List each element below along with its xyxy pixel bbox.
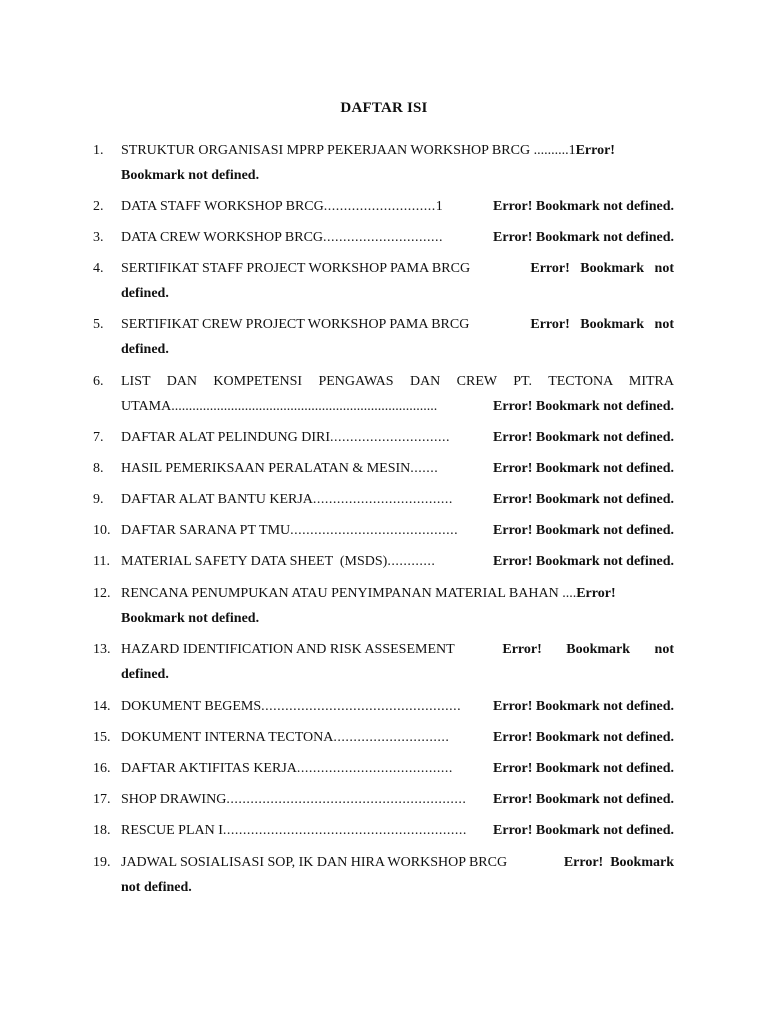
entry-error: Error! Bookmark not defined. xyxy=(493,523,674,538)
entry-error: Error! Bookmark not defined. xyxy=(493,199,674,214)
entry-error: Error! Bookmark not xyxy=(502,642,674,657)
entry-number: 15. xyxy=(93,730,111,745)
entry-error: Error! Bookmark not defined. xyxy=(493,823,674,838)
entry-text-block xyxy=(121,581,674,631)
entry-text: SHOP DRAWING xyxy=(121,792,227,807)
entry-number: 6. xyxy=(93,374,104,389)
entry-line xyxy=(121,818,674,843)
entry-error: Error! Bookmark not defined. xyxy=(493,730,674,745)
entry-number: 9. xyxy=(93,492,104,507)
entry-line xyxy=(121,225,674,250)
entry-text: HASIL PEMERIKSAAN PERALATAN & MESIN xyxy=(121,461,411,476)
entry-error-continued: defined. xyxy=(121,342,169,357)
entry-line xyxy=(121,756,674,781)
entry-line xyxy=(121,425,674,450)
entry-text-block xyxy=(121,138,674,188)
entry-number: 2. xyxy=(93,199,104,214)
entry-number: 16. xyxy=(93,761,111,776)
entry-leader: ............................1 xyxy=(323,199,444,214)
entry-line xyxy=(121,725,674,750)
entry-error: Error! Bookmark xyxy=(563,855,674,870)
entry-leader: ....... xyxy=(410,461,439,476)
entry-error: Error! Bookmark not xyxy=(530,261,674,276)
entry-text: DAFTAR ALAT PELINDUNG DIRI xyxy=(121,430,331,445)
entry-text: LIST DAN KOMPETENSI PENGAWAS DAN CREW PT. TECTONA MITRA xyxy=(121,374,674,389)
entry-error-continued: defined. xyxy=(121,667,169,682)
entry-line xyxy=(121,487,674,512)
entry-line xyxy=(121,456,674,481)
entry-number: 13. xyxy=(93,642,111,657)
entry-text-block xyxy=(121,312,674,362)
entry-line xyxy=(121,787,674,812)
entry-error: Error! Bookmark not defined. xyxy=(493,399,674,414)
entry-text: STRUKTUR ORGANISASI MPRP PEKERJAAN WORKSHOP BRCG xyxy=(121,143,531,158)
entry-error: Error! xyxy=(576,586,616,601)
entry-text-block xyxy=(121,637,674,687)
entry-line xyxy=(121,549,674,574)
entry-line xyxy=(121,694,674,719)
entry-number: 12. xyxy=(93,586,111,601)
entry-number: 18. xyxy=(93,823,111,838)
entry-error-continued: Bookmark not defined. xyxy=(121,168,260,183)
entry-number: 5. xyxy=(93,317,104,332)
entry-error: Error! Bookmark not defined. xyxy=(493,461,674,476)
entry-text: RESCUE PLAN I xyxy=(121,823,223,838)
entry-leader: .............................. xyxy=(330,430,451,445)
entry-text-block xyxy=(121,256,674,306)
entry-text: SERTIFIKAT STAFF PROJECT WORKSHOP PAMA BRCG xyxy=(121,261,471,276)
entry-text-continued: UTAMA xyxy=(121,399,172,414)
entry-number: 17. xyxy=(93,792,111,807)
entry-text: DOKUMENT INTERNA TECTONA xyxy=(121,730,334,745)
entry-text: SERTIFIKAT CREW PROJECT WORKSHOP PAMA BRCG xyxy=(121,317,470,332)
entry-number: 19. xyxy=(93,855,111,870)
entry-error: Error! Bookmark not defined. xyxy=(493,699,674,714)
entry-text-block xyxy=(121,369,674,419)
entry-error: Error! Bookmark not defined. xyxy=(493,430,674,445)
entry-leader: ............................................................................ xyxy=(171,399,438,414)
entry-error: Error! Bookmark not defined. xyxy=(493,792,674,807)
entry-text: DAFTAR AKTIFITAS KERJA xyxy=(121,761,297,776)
entry-text: RENCANA PENUMPUKAN ATAU PENYIMPANAN MATERIAL BAHAN .... xyxy=(121,586,577,601)
entry-text: HAZARD IDENTIFICATION AND RISK ASSESEMENT xyxy=(121,642,455,657)
entry-text: DATA STAFF WORKSHOP BRCG xyxy=(121,199,324,214)
entry-number: 11. xyxy=(93,554,110,569)
entry-leader: .................................................. xyxy=(261,699,462,714)
entry-text: DAFTAR SARANA PT TMU xyxy=(121,523,291,538)
entry-error: Error! Bookmark not defined. xyxy=(493,554,674,569)
entry-leader: ................................... xyxy=(312,492,453,507)
entry-number: 7. xyxy=(93,430,104,445)
entry-error: Error! Bookmark not defined. xyxy=(493,492,674,507)
entry-text: MATERIAL SAFETY DATA SHEET (MSDS) xyxy=(121,554,388,569)
page-title: DAFTAR ISI xyxy=(340,100,428,116)
entry-text: DATA CREW WORKSHOP BRCG xyxy=(121,230,324,245)
entry-error-continued: defined. xyxy=(121,286,169,301)
entry-error: Error! Bookmark not xyxy=(530,317,674,332)
entry-text-block xyxy=(121,850,674,900)
entry-line xyxy=(121,194,674,219)
entry-leader: ............................................................ xyxy=(226,792,467,807)
entry-number: 14. xyxy=(93,699,111,714)
entry-leader: ............................. xyxy=(333,730,450,745)
entry-error-continued: not defined. xyxy=(121,880,192,895)
entry-error-continued: Bookmark not defined. xyxy=(121,611,260,626)
entry-leader: .............................. xyxy=(323,230,444,245)
entry-error: Error! Bookmark not defined. xyxy=(493,230,674,245)
entry-number: 1. xyxy=(93,143,104,158)
entry-line xyxy=(121,518,674,543)
entry-leader: ............ xyxy=(387,554,436,569)
entry-text: JADWAL SOSIALISASI SOP, IK DAN HIRA WORKSHOP BRCG xyxy=(121,855,508,870)
entry-text: DOKUMENT BEGEMS xyxy=(121,699,262,714)
entry-error: Error! Bookmark not defined. xyxy=(493,761,674,776)
entry-number: 10. xyxy=(93,523,111,538)
entry-number: 4. xyxy=(93,261,104,276)
entry-leader: ............................................................. xyxy=(222,823,467,838)
entry-error: Error! xyxy=(575,143,615,158)
entry-leader: ....................................... xyxy=(296,761,453,776)
entry-number: 3. xyxy=(93,230,104,245)
entry-leader: ..........1 xyxy=(533,143,576,158)
entry-leader: .......................................... xyxy=(290,523,459,538)
entry-number: 8. xyxy=(93,461,104,476)
entry-text: DAFTAR ALAT BANTU KERJA xyxy=(121,492,313,507)
